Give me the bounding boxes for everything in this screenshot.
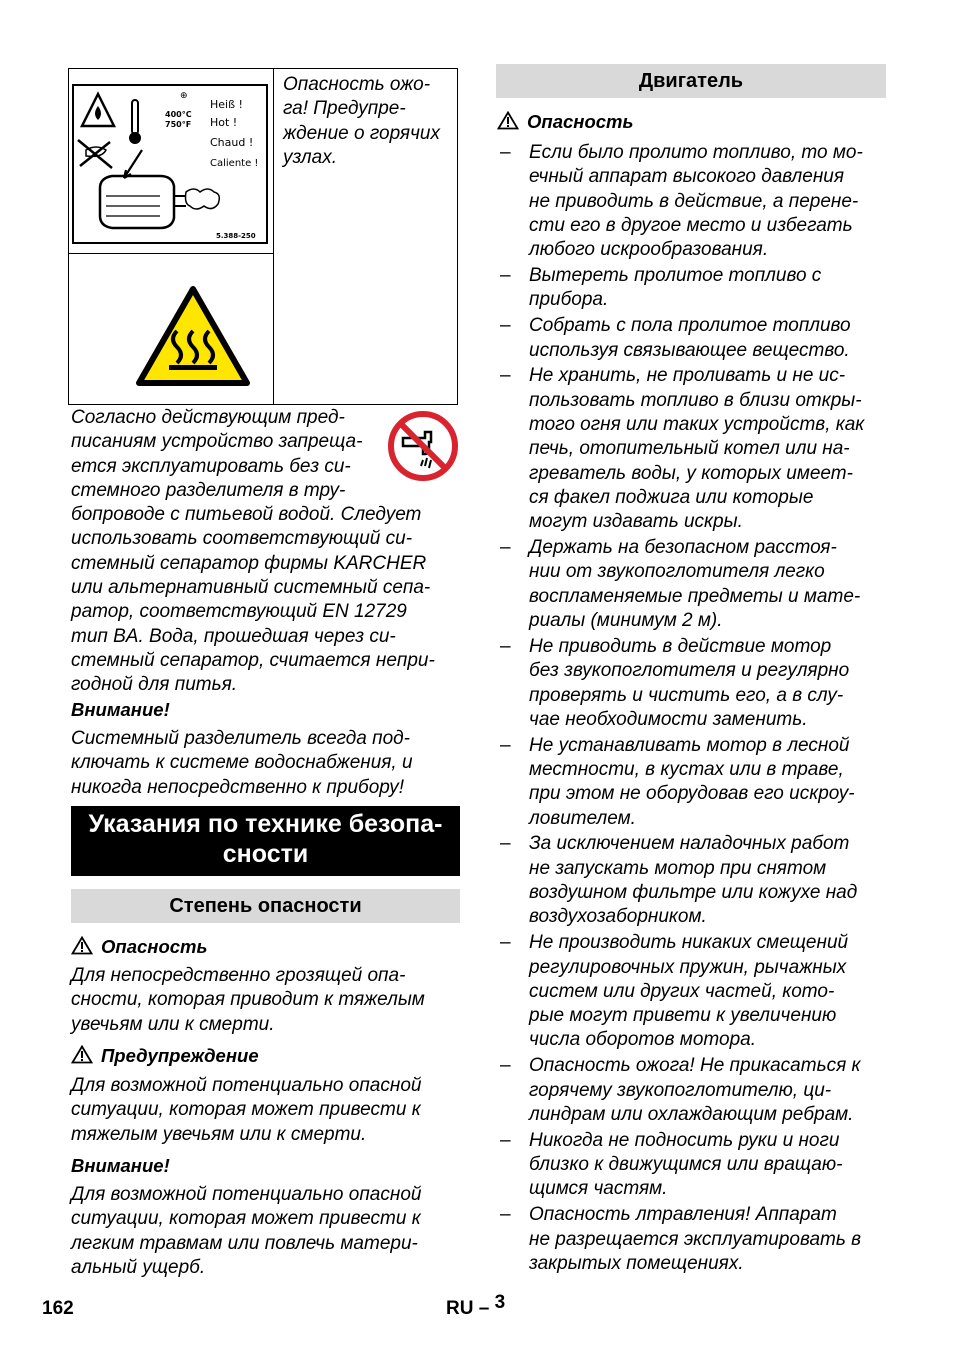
list-item: – Не хранить, не проливать и не ис- пользовать топливо в близи откры- того огня или таких устройств, как печь, отопительный котел или на- греватель воды, у которых имеет- ся факел поджига или которые могут издавать искры. <box>500 365 865 533</box>
engine-safety-list <box>496 141 888 1278</box>
attention-text: Системный разделитель всегда под- ключать к системе водоснабжения, и никогда непосредственно к прибору! <box>71 728 413 798</box>
svg-text:Caliente !: Caliente ! <box>210 158 259 169</box>
caution-text: Для возможной потенциально опасной ситуации, которая может привести к легким травмам или повлечь матери- альный ущерб. <box>71 1184 422 1278</box>
svg-text:5.388-250: 5.388-250 <box>216 232 256 240</box>
danger-label: Опасность <box>101 936 208 957</box>
list-item: – Вытереть пролитое топливо с прибора. <box>500 265 822 311</box>
warning-text: Для возможной потенциально опасной ситуации, которая может привести к тяжелым увечьям или к смерти. <box>71 1075 422 1145</box>
burn-warning-table <box>68 68 458 405</box>
svg-text:Chaud !: Chaud ! <box>210 136 254 149</box>
svg-text:Heiß !: Heiß ! <box>210 98 243 111</box>
warning-triangle-icon <box>71 1045 93 1064</box>
list-item: – За исключением наладочных работ не запускать мотор при снятом воздушном фильтре или кожухе над воздухозаборником. <box>500 833 858 928</box>
svg-text:⊕: ⊕ <box>180 91 188 101</box>
engine-section-title: Двигатель <box>496 64 886 98</box>
engine-danger-label: Опасность <box>527 111 634 132</box>
attention-label: Внимание! <box>71 699 170 720</box>
warning-label: Предупреждение <box>101 1045 259 1066</box>
hazard-level-subtitle: Степень опасности <box>71 889 460 923</box>
list-item: – Не приводить в действие мотор без звукопоглотителя и регулярно проверять и чистить его, а в слу- чае необходимости заменить. <box>500 635 850 730</box>
list-item: – Опасность лтравления! Аппарат не разрещается эксплуатировать в закрытых помещениях. <box>500 1204 862 1274</box>
table-divider <box>273 69 274 404</box>
danger-text: Для непосредственно грозящей опа- сности, которая приводит к тяжелым увечьям или к смерти. <box>71 965 425 1035</box>
footer-dash: – <box>478 1298 490 1319</box>
engine-danger-heading <box>497 110 633 134</box>
page-number: 162 <box>42 1298 74 1319</box>
svg-text:400°C: 400°C <box>165 110 192 119</box>
separator-note-text: Согласно действующим пред- писаниям устройство запреща- ется эксплуатировать без си- стемного разделителя в тру- бопроводе с питьевой водой. Следует использовать соответствующий си- стемный сепаратор фирмы KARCHER или альтернативный системный сепа- ратор, соответствующий EN 12729 тип BA. Вода, прошедшая через си- стемный сепаратор, считается непри- годной для питья. <box>71 407 435 696</box>
hot-surface-warning-icon <box>135 285 251 387</box>
list-item: – Никогда не подносить руки и ноги близко к движущимся или вращаю- щимся частям. <box>500 1129 843 1200</box>
list-item: – Если было пролито топливо, то мо- ечный аппарат высокого давления не приводить в действие, а перене- сти его в другое место и избегать любого искрообразования. <box>500 142 863 261</box>
warning-triangle-icon <box>71 936 93 955</box>
footer-section-number: 3 <box>494 1292 506 1313</box>
table-divider <box>69 253 273 254</box>
footer-section-ref <box>446 1292 506 1320</box>
burn-warning-text: Опасность ожо- га! Предупре- ждение о горячих узлах. <box>283 74 440 168</box>
list-item: – Опасность ожога! Не прикасаться к горячему звукопоглотителю, ци- линдрам или охлаждающим ребрам. <box>500 1055 861 1125</box>
danger-heading <box>71 935 207 959</box>
safety-section-title: Указания по технике безопа- сности <box>71 806 460 876</box>
hot-parts-sticker-icon <box>72 84 268 244</box>
warning-heading <box>71 1044 259 1068</box>
warning-triangle-icon <box>497 111 519 130</box>
list-item: – Собрать с пола пролитое топливо используя связывающее вещество. <box>500 315 851 361</box>
svg-text:Hot !: Hot ! <box>210 116 238 129</box>
list-item: – Не устанавливать мотор в лесной местности, в кустах или в траве, при этом не оборудовав его искроу- ловителем. <box>500 734 855 829</box>
caution-label: Внимание! <box>71 1155 170 1176</box>
list-item: – Держать на безопасном расстоя- нии от звукопоглотителя легко воспламеняемые предметы и мате- риалы (минимум 2 м). <box>500 537 861 632</box>
footer-lang: RU <box>446 1298 474 1319</box>
list-item: – Не производить никаких смещений регулировочных пружин, рычажных систем или других частей, кото- рые могут привети к увеличению числа оборотов мотора. <box>500 932 849 1051</box>
svg-text:750°F: 750°F <box>165 120 192 129</box>
